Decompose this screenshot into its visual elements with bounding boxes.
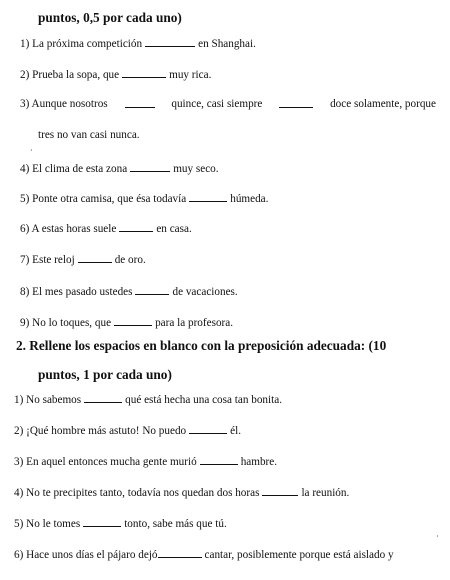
item-number: 9) bbox=[20, 317, 30, 329]
s2-item-5 bbox=[14, 516, 442, 531]
section2-heading: 2. Rellene los espacios en blanco con la preposición adecuada: (10 bbox=[16, 338, 387, 353]
item-text: La próxima competición bbox=[32, 38, 143, 50]
item-number: 1) bbox=[14, 394, 24, 406]
item-text: muy seco. bbox=[173, 163, 219, 175]
answer-blank[interactable] bbox=[122, 67, 166, 78]
item-number: 8) bbox=[20, 286, 30, 298]
item-text: quince, casi siempre bbox=[171, 98, 263, 110]
answer-blank[interactable] bbox=[119, 221, 153, 232]
s1-item-9 bbox=[20, 315, 442, 330]
answer-blank[interactable] bbox=[189, 191, 227, 202]
item-text: qué está hecha una cosa tan bonita. bbox=[125, 394, 282, 406]
item-text: doce solamente, porque bbox=[330, 98, 436, 110]
item-number: 6) bbox=[20, 223, 30, 235]
section2-heading-continuation: puntos, 1 por cada uno) bbox=[38, 367, 172, 382]
answer-blank[interactable] bbox=[135, 284, 169, 295]
answer-blank[interactable] bbox=[158, 547, 202, 558]
item-text: El clima de esta zona bbox=[32, 163, 128, 175]
item-text: hambre. bbox=[240, 456, 278, 468]
s1-item-5 bbox=[20, 191, 442, 206]
s2-item-4 bbox=[14, 485, 442, 500]
item-text: húmeda. bbox=[230, 193, 269, 205]
item-text: No le tomes bbox=[26, 518, 81, 530]
item-text: en casa. bbox=[156, 223, 192, 235]
item-text: ¡Qué hombre más astuto! No puedo bbox=[26, 425, 187, 437]
item-text: No lo toques, que bbox=[32, 317, 112, 329]
answer-blank[interactable] bbox=[189, 423, 227, 434]
item-number: 5) bbox=[20, 193, 30, 205]
s1-item-1 bbox=[20, 36, 442, 51]
s2-item-3 bbox=[14, 454, 442, 469]
answer-blank[interactable] bbox=[78, 252, 112, 263]
item-text: muy rica. bbox=[169, 69, 212, 81]
answer-blank[interactable] bbox=[130, 161, 170, 172]
item-number: 2) bbox=[14, 425, 24, 437]
item-text: Este reloj bbox=[32, 254, 75, 266]
item-text: Prueba la sopa, que bbox=[32, 69, 120, 81]
item-text: No sabemos bbox=[26, 394, 82, 406]
s2-item-1 bbox=[14, 392, 442, 407]
answer-blank[interactable] bbox=[262, 485, 298, 496]
s1-item-2 bbox=[20, 67, 442, 82]
item-number: 3) bbox=[14, 456, 24, 468]
answer-blank[interactable] bbox=[200, 454, 238, 465]
s2-item-6 bbox=[14, 547, 446, 562]
item-text: de oro. bbox=[114, 254, 146, 266]
answer-blank[interactable] bbox=[279, 97, 313, 108]
item-text: para la profesora. bbox=[155, 317, 234, 329]
s1-item-7 bbox=[20, 252, 442, 267]
item-text: No te precipites tanto, todavía nos quedan dos horas bbox=[26, 487, 260, 499]
item-number: 2) bbox=[20, 69, 30, 81]
answer-blank[interactable] bbox=[114, 315, 152, 326]
answer-blank[interactable] bbox=[84, 392, 122, 403]
item-text: tonto, sabe más que tú. bbox=[124, 518, 227, 530]
item-number: 4) bbox=[20, 163, 30, 175]
stray-mark: · bbox=[436, 532, 439, 541]
item-text: Hace unos días el pájaro dejó bbox=[26, 549, 158, 561]
item-number: 4) bbox=[14, 487, 24, 499]
s2-item-2 bbox=[14, 423, 442, 438]
item-number: 3) bbox=[20, 98, 30, 110]
item-text: Aunque nosotros bbox=[31, 98, 108, 110]
item-number: 6) bbox=[14, 549, 24, 561]
stray-mark: · bbox=[30, 146, 33, 155]
item-text: de vacaciones. bbox=[172, 286, 238, 298]
item-number: 5) bbox=[14, 518, 24, 530]
s1-item-3 bbox=[20, 97, 436, 111]
answer-blank[interactable] bbox=[125, 97, 155, 108]
answer-blank[interactable] bbox=[145, 36, 195, 47]
item-text: Ponte otra camisa, que ésa todavía bbox=[32, 193, 187, 205]
item-text: El mes pasado ustedes bbox=[32, 286, 133, 298]
s1-item-3-continuation: tres no van casi nunca. bbox=[38, 129, 140, 141]
answer-blank[interactable] bbox=[83, 516, 121, 527]
item-number: 7) bbox=[20, 254, 30, 266]
s1-item-4 bbox=[20, 161, 442, 176]
item-text: él. bbox=[230, 425, 242, 437]
s1-item-8 bbox=[20, 284, 442, 299]
item-text: cantar, posiblemente porque está aislado y bbox=[204, 549, 394, 561]
section1-heading: puntos, 0,5 por cada uno) bbox=[38, 10, 182, 25]
item-text: A estas horas suele bbox=[31, 223, 117, 235]
item-number: 1) bbox=[20, 38, 30, 50]
item-text: En aquel entonces mucha gente murió bbox=[26, 456, 197, 468]
item-text: la reunión. bbox=[301, 487, 350, 499]
item-text: en Shanghai. bbox=[198, 38, 256, 50]
s1-item-6 bbox=[20, 221, 442, 236]
